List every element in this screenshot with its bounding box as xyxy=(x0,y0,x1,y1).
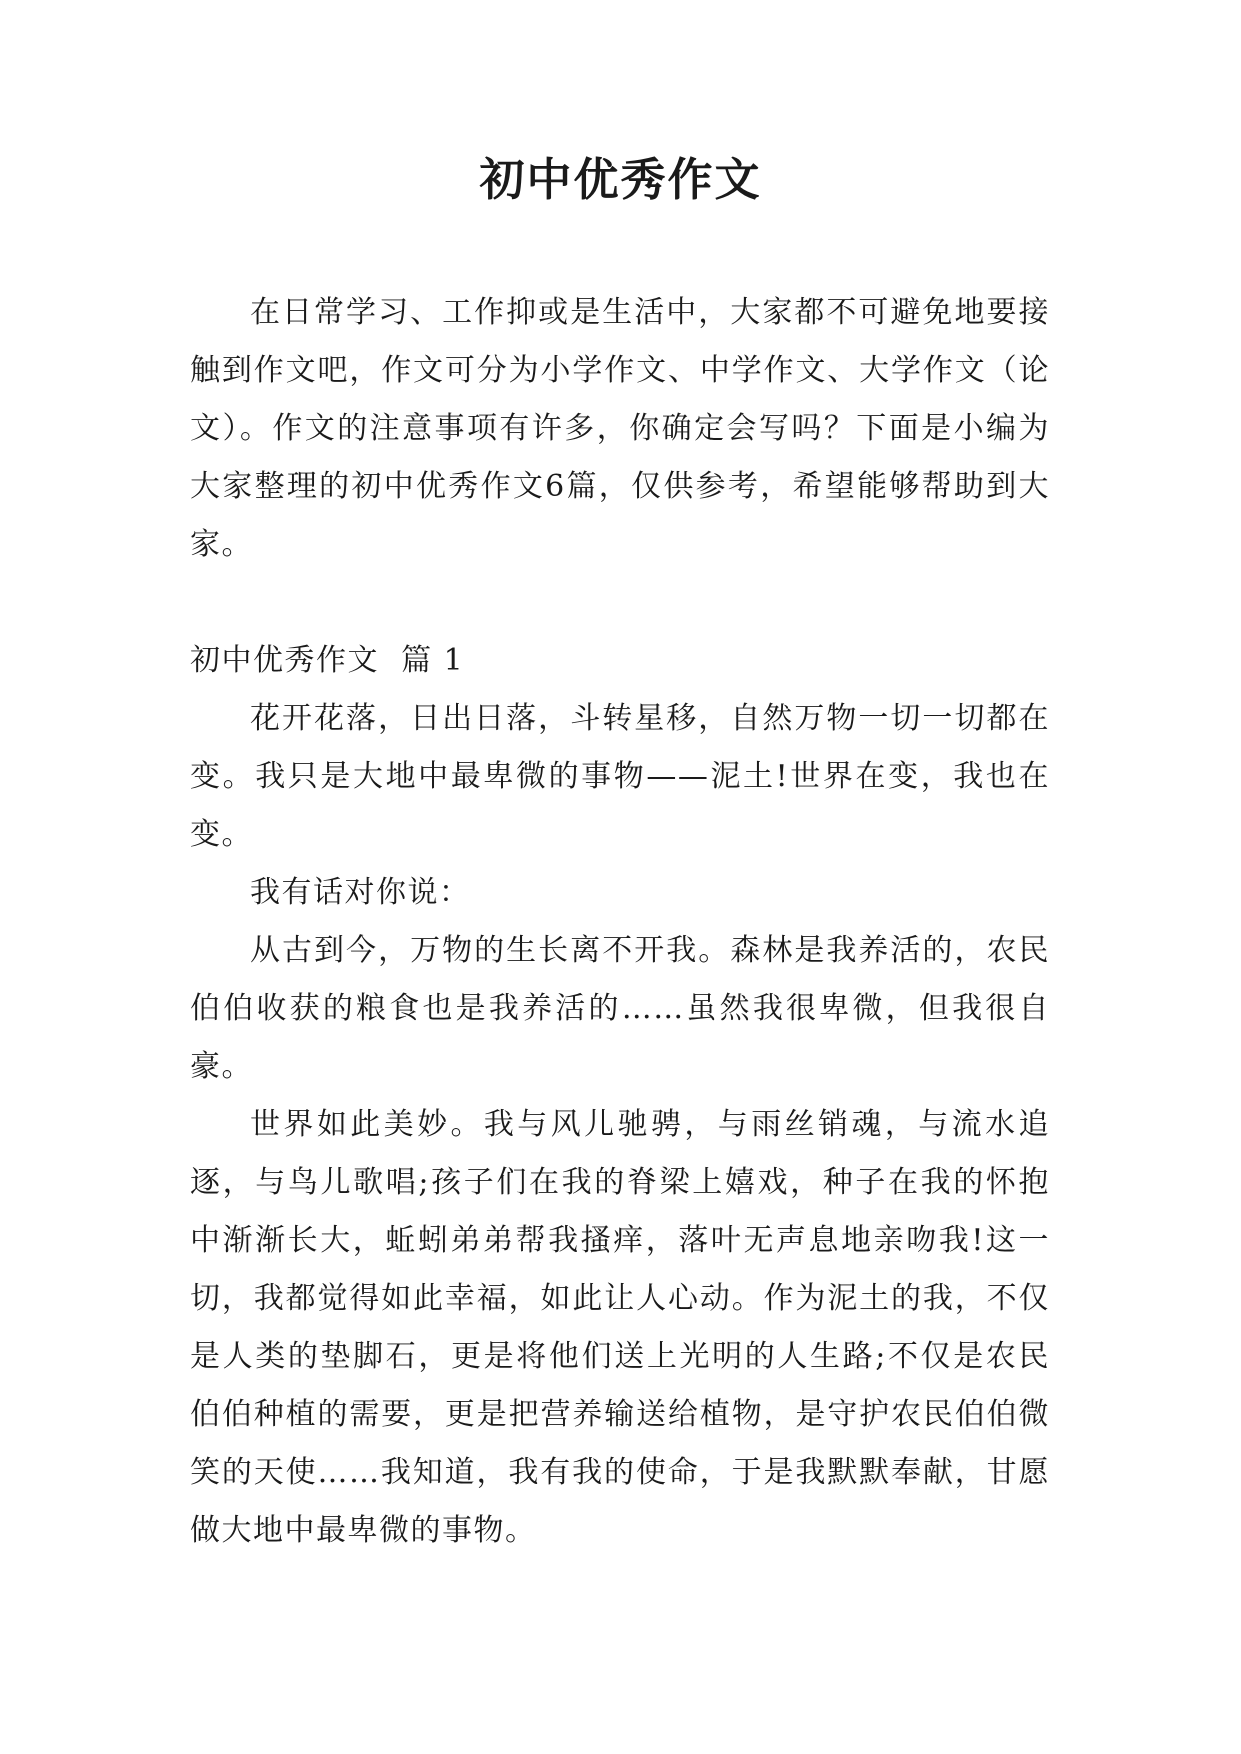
intro-paragraph: 在日常学习、工作抑或是生活中，大家都不可避免地要接触到作文吧，作文可分为小学作文、中学作文、大学作文（论文）。作文的注意事项有许多，你确定会写吗？下面是小编为大家整理的初中优秀作文6篇，仅供参考，希望能够帮助到大家。 xyxy=(190,295,1050,562)
section-heading: 初中优秀作文 篇 1 xyxy=(190,643,465,678)
body-paragraph: 我有话对你说： xyxy=(250,875,471,910)
document-body xyxy=(190,284,1050,1560)
body-paragraph: 世界如此美妙。我与风儿驰骋，与雨丝销魂，与流水追逐，与鸟儿歌唱;孩子们在我的脊梁上嬉戏，种子在我的怀抱中渐渐长大，蚯蚓弟弟帮我搔痒，落叶无声息地亲吻我!这一切，我都觉得如此幸福，如此让人心动。作为泥土的我，不仅是人类的垫脚石，更是将他们送上光明的人生路;不仅是农民伯伯种植的需要，更是把营养输送给植物，是守护农民伯伯微笑的天使……我知道，我有我的使命，于是我默默奉献，甘愿做大地中最卑微的事物。 xyxy=(190,1107,1050,1548)
spacer xyxy=(190,574,1050,632)
document-title: 初中优秀作文 xyxy=(479,153,762,206)
body-paragraph: 花开花落，日出日落，斗转星移，自然万物一切一切都在变。我只是大地中最卑微的事物——泥土!世界在变，我也在变。 xyxy=(190,701,1050,852)
body-paragraph: 从古到今，万物的生长离不开我。森林是我养活的，农民伯伯收获的粮食也是我养活的……虽然我很卑微，但我很自豪。 xyxy=(190,933,1050,1084)
